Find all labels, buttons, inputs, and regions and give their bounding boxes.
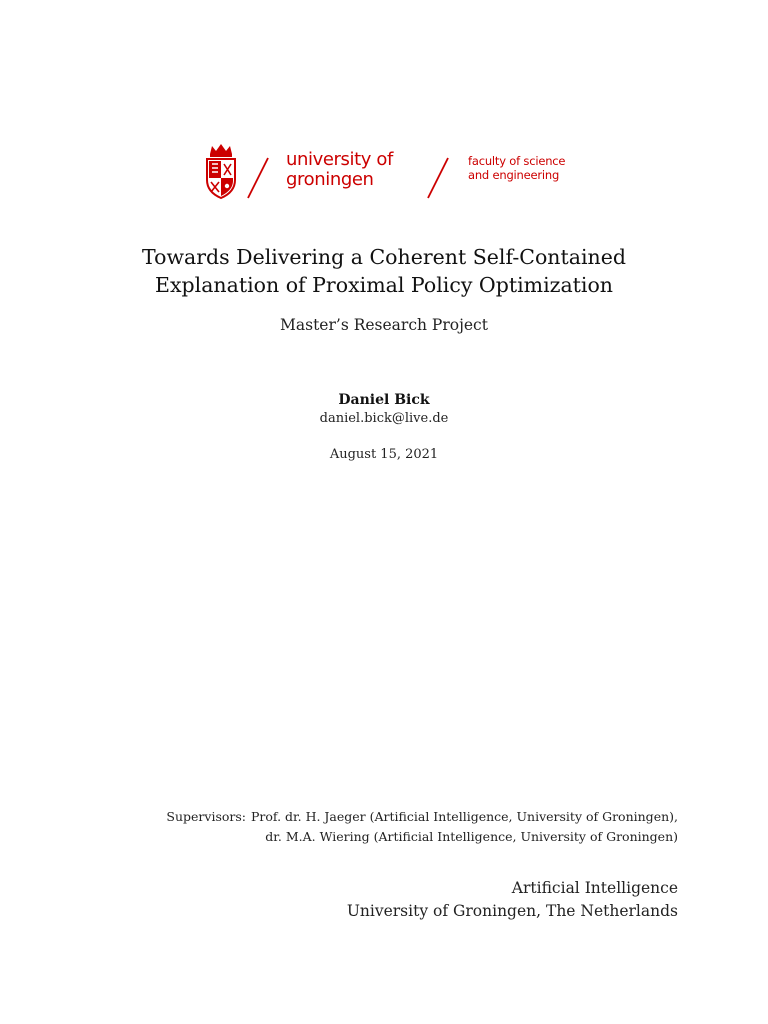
divider-slash-icon [246, 156, 270, 200]
author-name: Daniel Bick [338, 392, 430, 408]
paper-title [0, 243, 768, 299]
university-name-line1: university of [286, 149, 393, 170]
author-email: daniel.bick@live.de [319, 411, 449, 426]
affiliation-line1: Artificial Intelligence [511, 879, 678, 897]
supervisors-label: Supervisors: [166, 809, 246, 824]
paper-title-line2: Explanation of Proximal Policy Optimization [154, 273, 614, 297]
paper-subtitle: Master’s Research Project [280, 316, 488, 334]
supervisor-second: dr. M.A. Wiering (Artificial Intelligence, University of Groningen) [265, 829, 678, 844]
faculty-name [468, 154, 565, 182]
paper-title-line1: Towards Delivering a Coherent Self-Contained [142, 245, 626, 269]
faculty-name-line2: and engineering [468, 168, 560, 182]
affiliation-line2: University of Groningen, The Netherlands [346, 902, 678, 920]
supervisor-row [118, 827, 678, 847]
faculty-name-line1: faculty of science [468, 154, 566, 168]
supervisors-block [118, 807, 678, 847]
university-name-line2: groningen [286, 169, 374, 190]
affiliation-block [347, 877, 678, 923]
university-crest-icon [202, 142, 240, 200]
university-name [286, 150, 393, 190]
supervisor-first: Prof. dr. H. Jaeger (Artificial Intelligence, University of Groningen), [250, 809, 678, 824]
header-logos [202, 142, 572, 202]
divider-slash-icon [426, 156, 450, 200]
supervisor-row [118, 807, 678, 827]
publication-date: August 15, 2021 [329, 447, 439, 462]
